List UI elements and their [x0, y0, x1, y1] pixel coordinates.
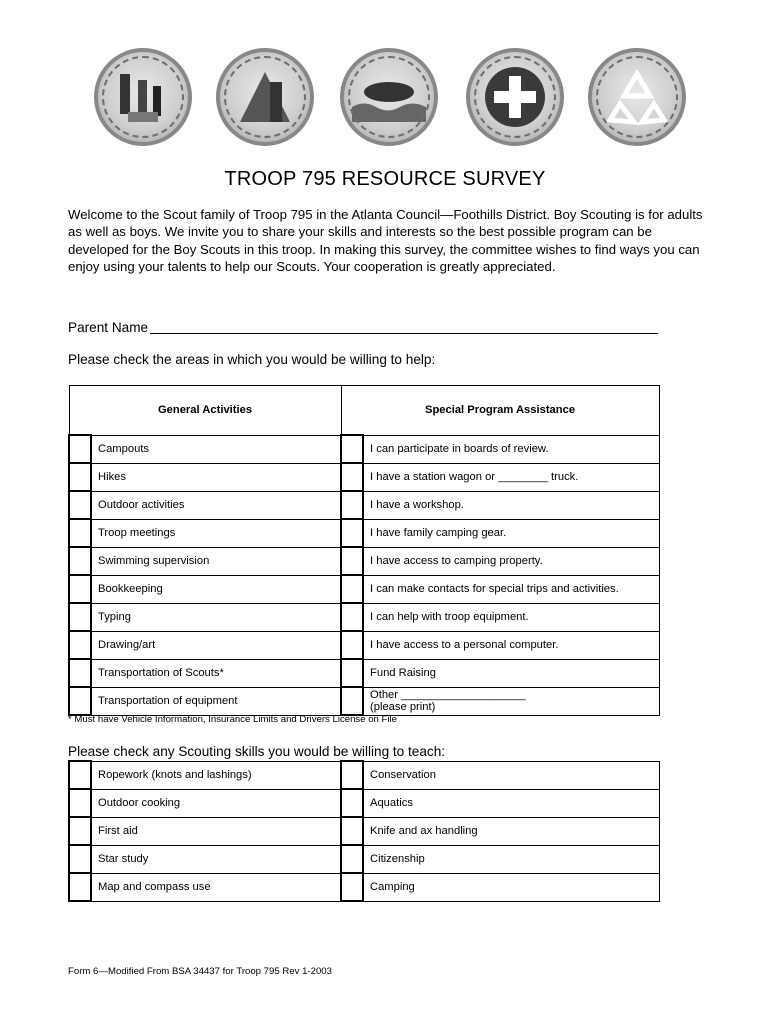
other-label: Other ____________________ — [370, 689, 526, 701]
checkbox[interactable] — [341, 845, 363, 873]
activity-label: Outdoor activities — [91, 491, 341, 519]
footnote: * Must have Vehicle Information, Insurance Limits and Drivers License on File — [68, 714, 398, 725]
assistance-label: I have access to a personal computer. — [363, 631, 659, 659]
activity-label: Bookkeeping — [91, 575, 341, 603]
assistance-label: I can make contacts for special trips and activities. — [363, 575, 659, 603]
checkbox[interactable] — [69, 435, 91, 463]
table-row — [69, 845, 659, 873]
checkbox[interactable] — [69, 463, 91, 491]
assistance-label: I have a workshop. — [363, 491, 659, 519]
checkbox[interactable] — [69, 687, 91, 715]
checkbox[interactable] — [69, 761, 91, 789]
skill-label: Ropework (knots and lashings) — [91, 761, 341, 789]
checkbox[interactable] — [69, 519, 91, 547]
swimming-badge — [340, 48, 438, 146]
assistance-label: I have a station wagon or ________ truck. — [363, 463, 659, 491]
environmental-science-badge — [588, 48, 686, 146]
assistance-label: I can participate in boards of review. — [363, 435, 659, 463]
parent-name-label: Parent Name — [68, 320, 149, 335]
table-row — [69, 659, 659, 687]
page-title: TROOP 795 RESOURCE SURVEY — [224, 168, 546, 190]
checkbox[interactable] — [341, 873, 363, 901]
assistance-label: Fund Raising — [363, 659, 659, 687]
checkbox[interactable] — [341, 491, 363, 519]
table-row — [69, 519, 659, 547]
checkbox[interactable] — [69, 817, 91, 845]
skill-label: Aquatics — [363, 789, 659, 817]
table-row — [69, 491, 659, 519]
family-life-badge — [94, 48, 192, 146]
activity-label: Transportation of Scouts* — [91, 659, 341, 687]
checkbox[interactable] — [69, 491, 91, 519]
activity-label: Typing — [91, 603, 341, 631]
checkbox[interactable] — [341, 575, 363, 603]
skill-label: Camping — [363, 873, 659, 901]
skill-label: Map and compass use — [91, 873, 341, 901]
help-instruction: Please check the areas in which you would be willing to help: — [68, 352, 436, 367]
skill-label: Conservation — [363, 761, 659, 789]
table-row — [69, 575, 659, 603]
skill-label: Star study — [91, 845, 341, 873]
table-row — [69, 547, 659, 575]
other-assistance-label[interactable] — [363, 687, 659, 715]
table-row — [69, 463, 659, 491]
parent-name-field[interactable] — [150, 333, 658, 334]
assistance-label: I can help with troop equipment. — [363, 603, 659, 631]
checkbox[interactable] — [69, 603, 91, 631]
checkbox[interactable] — [341, 659, 363, 687]
checkbox[interactable] — [341, 789, 363, 817]
general-activities-header: General Activities — [69, 386, 341, 436]
table-row — [69, 435, 659, 463]
checkbox[interactable] — [341, 631, 363, 659]
merit-badge-row — [0, 48, 770, 148]
skill-label: Outdoor cooking — [91, 789, 341, 817]
special-program-header: Special Program Assistance — [341, 386, 659, 436]
table-row — [69, 687, 659, 715]
activity-label: Campouts — [91, 435, 341, 463]
checkbox[interactable] — [341, 547, 363, 575]
intro-paragraph: Welcome to the Scout family of Troop 795 in the Atlanta Council—Foothills District. Boy Scouting is for adults as well as boys. We invite you to share your skills and interests so the best possible program can be developed for the Boy Scouts in this troop. In making this survey, the committee wishes to find ways you can enjoy using your talents to help our Scouts. Your cooperation is greatly appreciated. — [68, 207, 703, 275]
checkbox[interactable] — [341, 435, 363, 463]
scouting-heritage-badge — [216, 48, 314, 146]
table-row — [69, 789, 659, 817]
checkbox[interactable] — [69, 789, 91, 817]
checkbox[interactable] — [69, 575, 91, 603]
please-print-label: (please print) — [370, 701, 436, 713]
assistance-label: I have family camping gear. — [363, 519, 659, 547]
activity-label: Swimming supervision — [91, 547, 341, 575]
help-table — [68, 385, 660, 716]
checkbox[interactable] — [69, 631, 91, 659]
first-aid-badge — [466, 48, 564, 146]
skill-label: Knife and ax handling — [363, 817, 659, 845]
checkbox[interactable] — [341, 603, 363, 631]
checkbox[interactable] — [341, 519, 363, 547]
skills-instruction: Please check any Scouting skills you would be willing to teach: — [68, 744, 446, 759]
table-row — [69, 631, 659, 659]
checkbox[interactable] — [341, 687, 363, 715]
activity-label: Troop meetings — [91, 519, 341, 547]
checkbox[interactable] — [69, 547, 91, 575]
checkbox[interactable] — [341, 817, 363, 845]
table-row — [69, 761, 659, 789]
activity-label: Transportation of equipment — [91, 687, 341, 715]
skill-label: Citizenship — [363, 845, 659, 873]
checkbox[interactable] — [341, 761, 363, 789]
skills-table — [68, 760, 660, 902]
table-row — [69, 873, 659, 901]
checkbox[interactable] — [69, 845, 91, 873]
form-footer: Form 6—Modified From BSA 34437 for Troop 795 Rev 1-2003 — [68, 966, 332, 977]
table-row — [69, 603, 659, 631]
table-row — [69, 817, 659, 845]
checkbox[interactable] — [341, 463, 363, 491]
skill-label: First aid — [91, 817, 341, 845]
activity-label: Hikes — [91, 463, 341, 491]
checkbox[interactable] — [69, 659, 91, 687]
checkbox[interactable] — [69, 873, 91, 901]
assistance-label: I have access to camping property. — [363, 547, 659, 575]
activity-label: Drawing/art — [91, 631, 341, 659]
